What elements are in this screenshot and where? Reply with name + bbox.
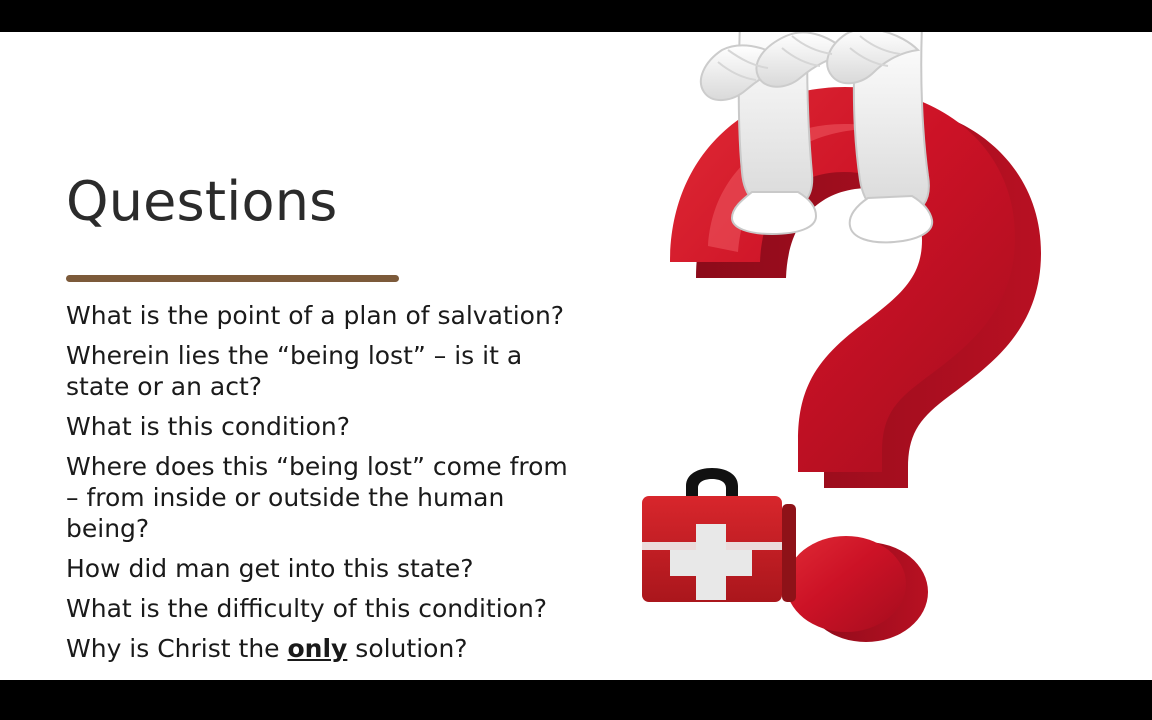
letterbox-top — [0, 0, 1152, 32]
list-item: How did man get into this state? — [66, 554, 474, 583]
bullet-list — [66, 300, 586, 673]
list-item: What is this condition? — [66, 412, 350, 441]
list-item: What is the point of a plan of salvation? — [66, 301, 565, 330]
list-item: What is the difficulty of this condition? — [66, 594, 548, 623]
list-item: Where does this “being lost” come from – from inside or outside the human being? — [66, 452, 568, 543]
title-divider — [66, 275, 399, 282]
list-item-emphasized — [66, 633, 586, 664]
list-item-emphasis: only — [287, 634, 348, 663]
list-item-text-after: solution? — [347, 634, 468, 663]
list-item: Wherein lies the “being lost” – is it a state or an act? — [66, 341, 523, 401]
illustration — [600, 32, 1100, 652]
slide-canvas — [0, 32, 1152, 680]
first-aid-kit-icon — [642, 468, 796, 602]
letterbox-bottom — [0, 680, 1152, 720]
page-title: Questions — [66, 170, 338, 233]
list-item-text-before: Why is Christ the — [66, 634, 288, 663]
